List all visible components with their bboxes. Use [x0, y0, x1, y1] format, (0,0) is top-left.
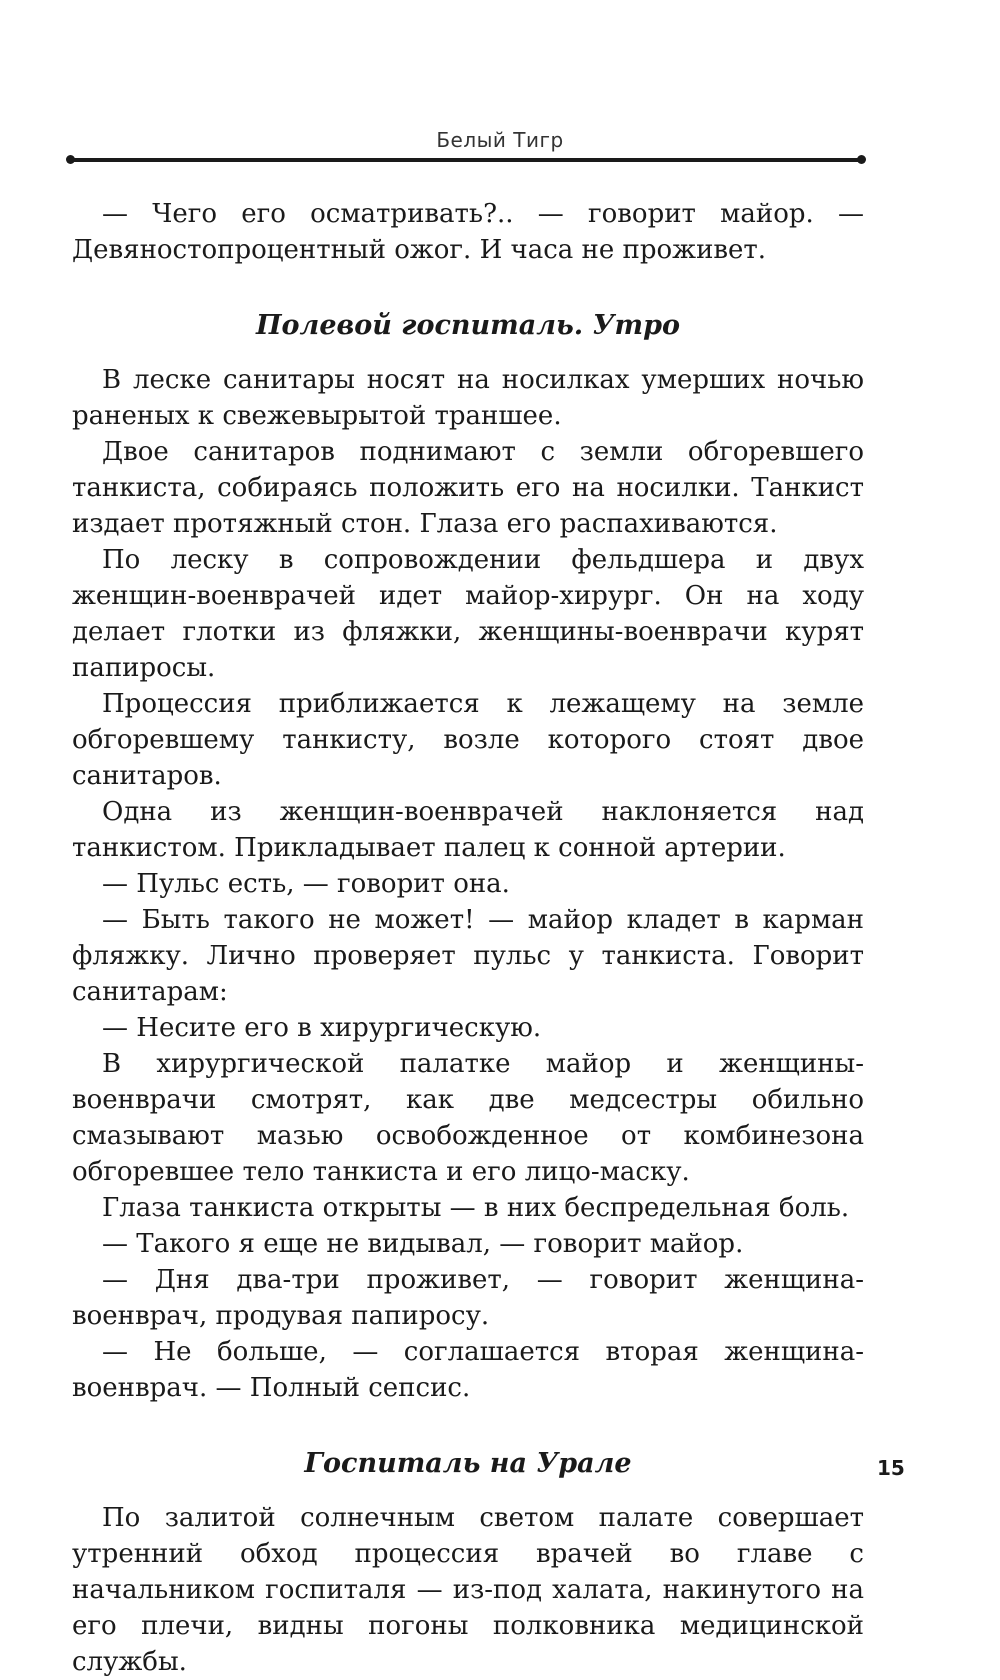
paragraph: — Быть такого не может! — майор кладет в карман фляжку. Лично проверяет пульс у танкиста. Говорит санитарам: [72, 905, 864, 1007]
paragraph: Двое санитаров поднимают с земли обгоревшего танкиста, собираясь положить его на носилки. Танкист издает протяжный стон. Глаза его распахиваются. [72, 437, 864, 539]
paragraph: — Чего его осматривать?.. — говорит майор. — Девяностопроцентный ожог. И часа не проживет. [72, 199, 864, 265]
paragraph: По залитой солнечным светом палате совершает утренний обход процессия врачей во главе с начальником госпиталя — из-под халата, накинутого на его плечи, видны погоны полковника медицинской службы. [72, 1503, 864, 1677]
paragraph: — Несите его в хирургическую. [102, 1013, 542, 1043]
rule-dot-right [857, 155, 866, 164]
paragraph: По леску в сопровождении фельдшера и двух женщин-военврачей идет майор-хирург. Он на ходу делает глотки из фляжки, женщины-военврачи курят папиросы. [72, 545, 864, 683]
paragraph: Одна из женщин-военврачей наклоняется над танкистом. Прикладывает палец к сонной артерии. [72, 797, 864, 863]
page-body [72, 196, 864, 1680]
header-rule [70, 158, 862, 162]
running-header: Белый Тигр [436, 128, 564, 152]
page-number: 15 [877, 1456, 905, 1480]
paragraph: — Не больше, — соглашается вторая женщина-военврач. — Полный сепсис. [72, 1337, 864, 1403]
section-heading-ural-hospital: Госпиталь на Урале [304, 1448, 632, 1479]
section-heading-field-hospital: Полевой госпиталь. Утро [256, 310, 680, 341]
paragraph: В леске санитары носят на носилках умерших ночью раненых к свежевырытой траншее. [72, 365, 864, 431]
paragraph: Процессия приближается к лежащему на земле обгоревшему танкисту, возле которого стоят двое санитаров. [72, 689, 864, 791]
paragraph: — Пульс есть, — говорит она. [102, 869, 510, 899]
paragraph: В хирургической палатке майор и женщины-военврачи смотрят, как две медсестры обильно смазывают мазью освобожденное от комбинезона обгоревшее тело танкиста и его лицо-маску. [72, 1049, 864, 1187]
paragraph: Глаза танкиста открыты — в них беспредельная боль. [102, 1193, 850, 1223]
rule-dot-left [66, 155, 75, 164]
paragraph: — Такого я еще не видывал, — говорит майор. [102, 1229, 744, 1259]
paragraph: — Дня два-три проживет, — говорит женщина-военврач, продувая папиросу. [72, 1265, 864, 1331]
